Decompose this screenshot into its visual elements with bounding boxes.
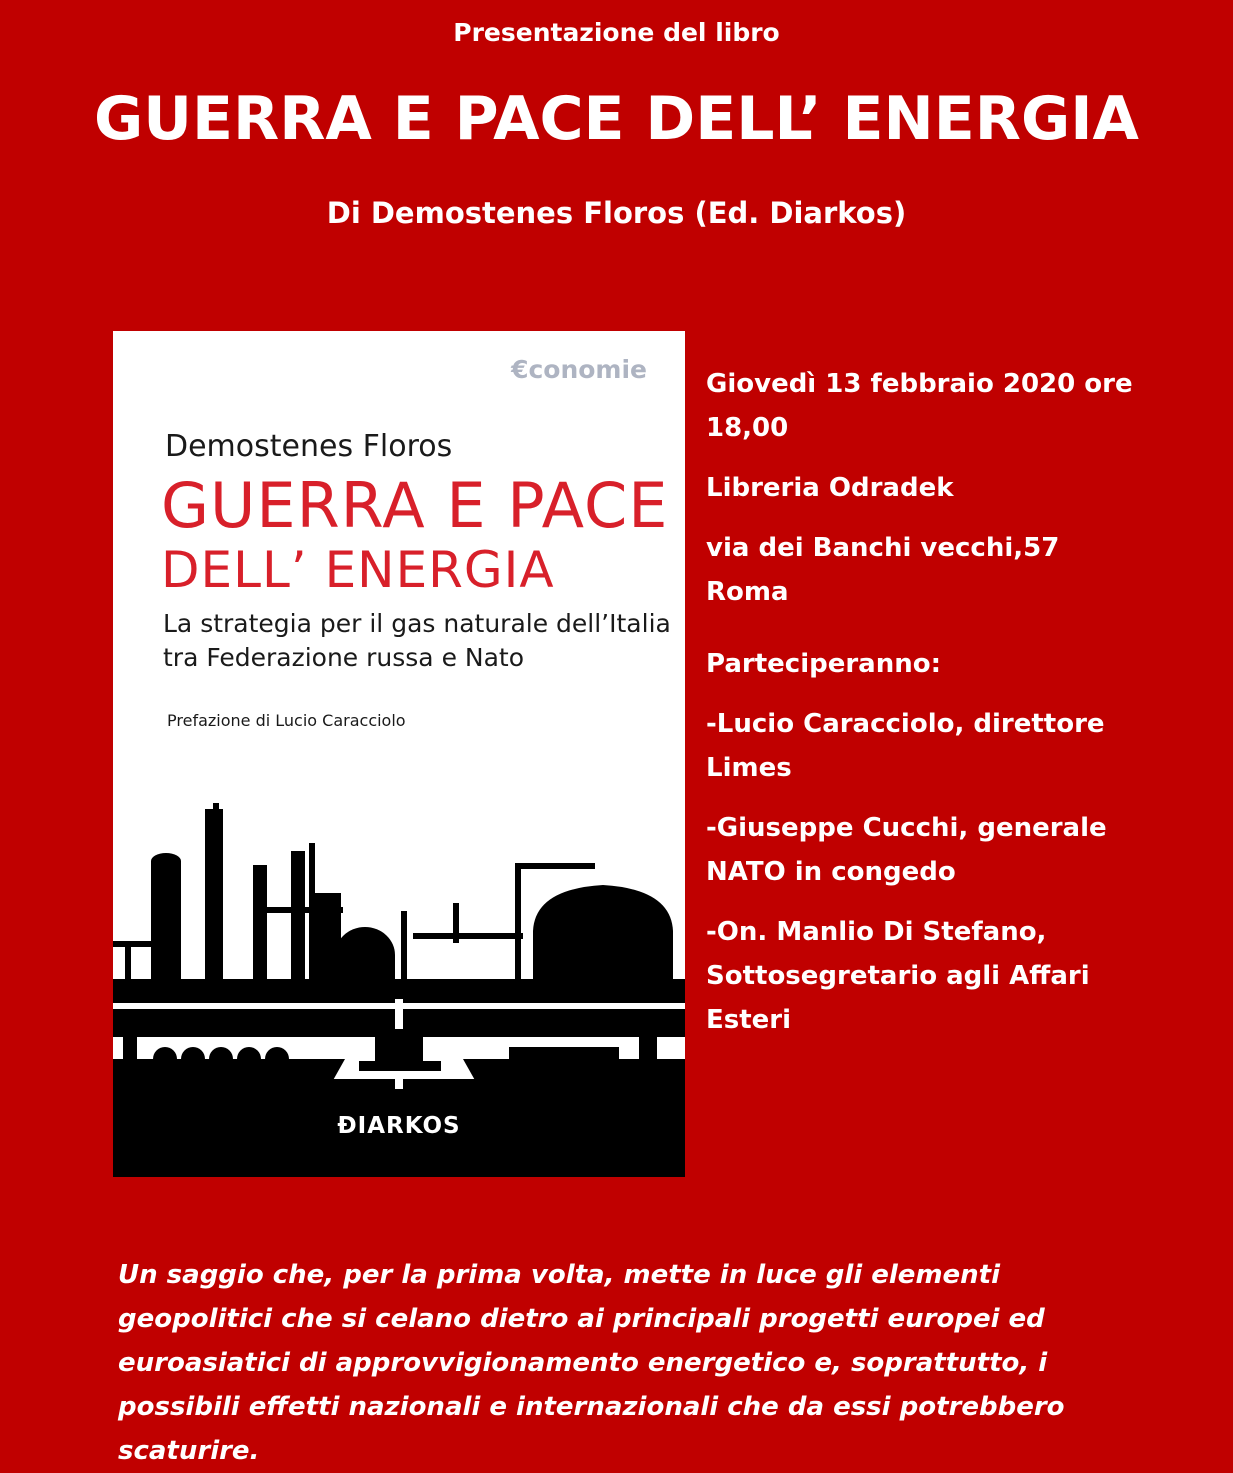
event-details [706,362,1136,1058]
event-date: Giovedì 13 febbraio 2020 ore 18,00 [706,369,1133,443]
book-cover [113,331,685,1177]
cover-title-line2: DELL’ ENERGIA [161,541,555,599]
byline: Di Demostenes Floros (Ed. Diarkos) [326,196,907,230]
cover-series-label: €conomie [511,355,647,384]
cover-publisher-logo: ĐIARKOS [337,1113,461,1139]
kicker-text: Presentazione del libro [453,18,780,47]
page-title: GUERRA E PACE DELL’ ENERGIA [94,84,1139,154]
event-venue: Libreria Odradek [706,473,954,503]
participant-item: -On. Manlio Di Stefano, Sottosegretario agli Affari Esteri [706,917,1090,1035]
book-description: Un saggio che, per la prima volta, mette in luce gli elementi geopolitici che si celano dietro ai principali progetti europei ed euroasiatici di approvvigionamento energetico e, soprattutto, i possibili effetti nazionali e internazionali che da essi potrebbero scaturire. [118,1260,1065,1466]
event-address: via dei Banchi vecchi,57 Roma [706,533,1060,607]
cover-subtitle-line2: tra Federazione russa e Nato [163,643,525,672]
participant-item: -Lucio Caracciolo, direttore Limes [706,709,1105,783]
cover-author: Demostenes Floros [165,429,453,464]
cover-preface: Prefazione di Lucio Caracciolo [167,711,406,730]
participants-heading: Parteciperanno: [706,649,942,679]
participant-item: -Giuseppe Cucchi, generale NATO in congedo [706,813,1107,887]
cover-subtitle-line1: La strategia per il gas naturale dell’Italia [163,609,671,638]
cover-title-line1: GUERRA E PACE [161,469,669,542]
